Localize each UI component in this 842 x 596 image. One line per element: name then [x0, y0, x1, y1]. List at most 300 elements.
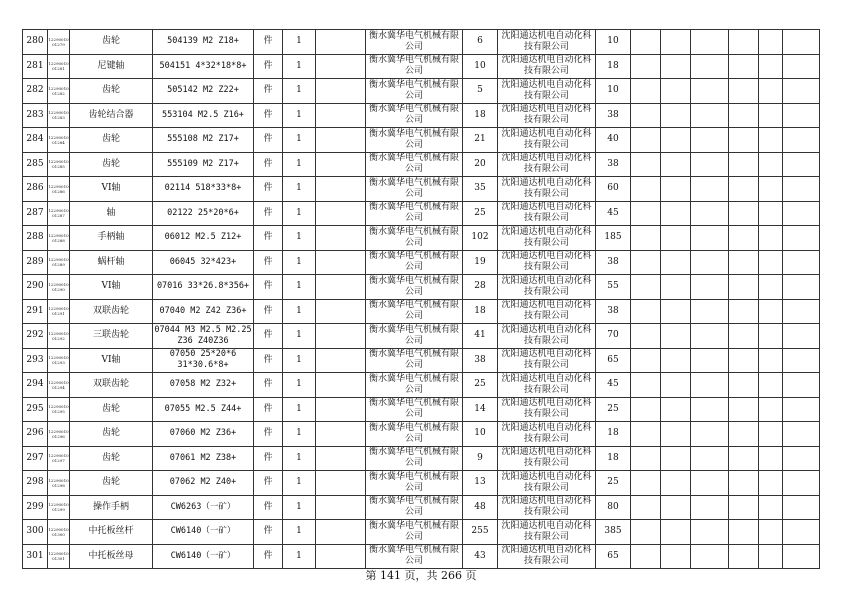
- blank-cell: [631, 152, 661, 177]
- item-code-cell: 12290010 01296: [48, 422, 70, 447]
- item-name-cell: 齿轮: [70, 30, 153, 55]
- blank-cell: [783, 348, 820, 373]
- buyer-cell: 沈阳通达机电自动化科技有限公司: [498, 495, 596, 520]
- quantity-cell: 1: [283, 495, 316, 520]
- blank-cell: [729, 54, 759, 79]
- blank-cell: [783, 422, 820, 447]
- quantity-cell: 1: [283, 54, 316, 79]
- supplier-cell: 衡水冀华电气机械有限公司: [366, 103, 463, 128]
- blank-cell: [729, 520, 759, 545]
- amount-cell: 80: [596, 495, 631, 520]
- item-spec-cell: CW6263（一矿）: [153, 495, 254, 520]
- blank-cell: [759, 54, 783, 79]
- blank-cell: [691, 495, 729, 520]
- blank-cell: [783, 299, 820, 324]
- blank-cell: [691, 152, 729, 177]
- item-spec-cell: 07062 M2 Z40+: [153, 471, 254, 496]
- blank-cell: [729, 226, 759, 251]
- row-number-cell: 288: [23, 226, 48, 251]
- table-row: [23, 177, 820, 202]
- item-name-cell: VI轴: [70, 177, 153, 202]
- buyer-cell: 沈阳通达机电自动化科技有限公司: [498, 177, 596, 202]
- blank-cell: [316, 128, 366, 153]
- item-spec-cell: 02114 518*33*8+: [153, 177, 254, 202]
- table-row: [23, 275, 820, 300]
- item-name-cell: VI轴: [70, 275, 153, 300]
- blank-cell: [759, 446, 783, 471]
- item-name-cell: 齿轮: [70, 446, 153, 471]
- item-code-cell: 12290010 01290: [48, 275, 70, 300]
- row-number-cell: 284: [23, 128, 48, 153]
- quantity-cell: 1: [283, 201, 316, 226]
- blank-cell: [631, 226, 661, 251]
- quantity-cell: 1: [283, 397, 316, 422]
- buyer-cell: 沈阳通达机电自动化科技有限公司: [498, 152, 596, 177]
- item-spec-cell: 06012 M2.5 Z12+: [153, 226, 254, 251]
- row-number-cell: 298: [23, 471, 48, 496]
- buyer-cell: 沈阳通达机电自动化科技有限公司: [498, 103, 596, 128]
- item-name-cell: 双联齿轮: [70, 373, 153, 398]
- blank-cell: [631, 544, 661, 569]
- blank-cell: [316, 446, 366, 471]
- blank-cell: [631, 54, 661, 79]
- item-code-cell: 12290010 01301: [48, 544, 70, 569]
- price-cell: 25: [463, 201, 498, 226]
- amount-cell: 45: [596, 373, 631, 398]
- blank-cell: [661, 226, 691, 251]
- supplier-cell: 衡水冀华电气机械有限公司: [366, 373, 463, 398]
- blank-cell: [729, 79, 759, 104]
- blank-cell: [783, 520, 820, 545]
- amount-cell: 38: [596, 103, 631, 128]
- blank-cell: [661, 544, 691, 569]
- blank-cell: [631, 324, 661, 349]
- amount-cell: 25: [596, 471, 631, 496]
- blank-cell: [783, 128, 820, 153]
- buyer-cell: 沈阳通达机电自动化科技有限公司: [498, 275, 596, 300]
- blank-cell: [316, 226, 366, 251]
- blank-cell: [783, 79, 820, 104]
- blank-cell: [631, 520, 661, 545]
- blank-cell: [783, 397, 820, 422]
- parts-table: [22, 29, 820, 569]
- blank-cell: [631, 348, 661, 373]
- blank-cell: [661, 275, 691, 300]
- blank-cell: [729, 324, 759, 349]
- item-code-cell: 12290010 01279: [48, 30, 70, 55]
- amount-cell: 40: [596, 128, 631, 153]
- table-row: [23, 128, 820, 153]
- blank-cell: [783, 152, 820, 177]
- blank-cell: [316, 275, 366, 300]
- blank-cell: [691, 128, 729, 153]
- row-number-cell: 290: [23, 275, 48, 300]
- item-spec-cell: 07016 33*26.8*356+: [153, 275, 254, 300]
- row-number-cell: 289: [23, 250, 48, 275]
- price-cell: 255: [463, 520, 498, 545]
- blank-cell: [691, 520, 729, 545]
- blank-cell: [759, 30, 783, 55]
- blank-cell: [729, 544, 759, 569]
- quantity-cell: 1: [283, 79, 316, 104]
- price-cell: 41: [463, 324, 498, 349]
- item-spec-cell: 504139 M2 Z18+: [153, 30, 254, 55]
- blank-cell: [631, 471, 661, 496]
- price-cell: 14: [463, 397, 498, 422]
- unit-cell: 件: [254, 103, 283, 128]
- supplier-cell: 衡水冀华电气机械有限公司: [366, 471, 463, 496]
- item-spec-cell: 07044 M3 M2.5 M2.25 Z36 Z40Z36: [153, 324, 254, 349]
- blank-cell: [691, 397, 729, 422]
- blank-cell: [661, 520, 691, 545]
- blank-cell: [759, 495, 783, 520]
- blank-cell: [759, 471, 783, 496]
- supplier-cell: 衡水冀华电气机械有限公司: [366, 495, 463, 520]
- quantity-cell: 1: [283, 324, 316, 349]
- price-cell: 10: [463, 422, 498, 447]
- blank-cell: [661, 201, 691, 226]
- page-footer: 第 141 页，共 266 页: [365, 569, 477, 582]
- item-name-cell: 齿轮: [70, 128, 153, 153]
- quantity-cell: 1: [283, 250, 316, 275]
- blank-cell: [729, 152, 759, 177]
- table-row: [23, 520, 820, 545]
- item-spec-cell: 07058 M2 Z32+: [153, 373, 254, 398]
- blank-cell: [783, 54, 820, 79]
- blank-cell: [729, 373, 759, 398]
- quantity-cell: 1: [283, 128, 316, 153]
- item-name-cell: 尼键轴: [70, 54, 153, 79]
- blank-cell: [631, 30, 661, 55]
- amount-cell: 18: [596, 54, 631, 79]
- unit-cell: 件: [254, 471, 283, 496]
- price-cell: 102: [463, 226, 498, 251]
- table-row: [23, 373, 820, 398]
- unit-cell: 件: [254, 226, 283, 251]
- amount-cell: 65: [596, 348, 631, 373]
- buyer-cell: 沈阳通达机电自动化科技有限公司: [498, 128, 596, 153]
- item-code-cell: 12290010 01295: [48, 397, 70, 422]
- supplier-cell: 衡水冀华电气机械有限公司: [366, 226, 463, 251]
- blank-cell: [729, 177, 759, 202]
- price-cell: 21: [463, 128, 498, 153]
- price-cell: 18: [463, 299, 498, 324]
- blank-cell: [691, 275, 729, 300]
- quantity-cell: 1: [283, 348, 316, 373]
- blank-cell: [729, 495, 759, 520]
- blank-cell: [783, 177, 820, 202]
- item-name-cell: 中托板丝母: [70, 544, 153, 569]
- item-name-cell: 齿轮: [70, 79, 153, 104]
- item-code-cell: 12290010 01289: [48, 250, 70, 275]
- amount-cell: 65: [596, 544, 631, 569]
- amount-cell: 25: [596, 397, 631, 422]
- blank-cell: [631, 397, 661, 422]
- blank-cell: [661, 422, 691, 447]
- supplier-cell: 衡水冀华电气机械有限公司: [366, 128, 463, 153]
- blank-cell: [661, 103, 691, 128]
- blank-cell: [729, 397, 759, 422]
- price-cell: 25: [463, 373, 498, 398]
- blank-cell: [631, 299, 661, 324]
- blank-cell: [783, 544, 820, 569]
- supplier-cell: 衡水冀华电气机械有限公司: [366, 422, 463, 447]
- quantity-cell: 1: [283, 177, 316, 202]
- unit-cell: 件: [254, 299, 283, 324]
- blank-cell: [631, 177, 661, 202]
- amount-cell: 45: [596, 201, 631, 226]
- blank-cell: [729, 446, 759, 471]
- blank-cell: [631, 250, 661, 275]
- price-cell: 20: [463, 152, 498, 177]
- quantity-cell: 1: [283, 103, 316, 128]
- buyer-cell: 沈阳通达机电自动化科技有限公司: [498, 299, 596, 324]
- item-code-cell: 12290010 01283: [48, 103, 70, 128]
- buyer-cell: 沈阳通达机电自动化科技有限公司: [498, 30, 596, 55]
- item-name-cell: VI轴: [70, 348, 153, 373]
- blank-cell: [316, 250, 366, 275]
- blank-cell: [691, 30, 729, 55]
- item-code-cell: 12290010 01286: [48, 177, 70, 202]
- unit-cell: 件: [254, 177, 283, 202]
- blank-cell: [691, 226, 729, 251]
- item-code-cell: 12290010 01284: [48, 128, 70, 153]
- item-spec-cell: 555109 M2 Z17+: [153, 152, 254, 177]
- quantity-cell: 1: [283, 471, 316, 496]
- item-code-cell: 12290010 01285: [48, 152, 70, 177]
- row-number-cell: 295: [23, 397, 48, 422]
- blank-cell: [729, 471, 759, 496]
- blank-cell: [783, 103, 820, 128]
- blank-cell: [729, 250, 759, 275]
- blank-cell: [729, 299, 759, 324]
- blank-cell: [691, 446, 729, 471]
- item-spec-cell: 555108 M2 Z17+: [153, 128, 254, 153]
- blank-cell: [691, 348, 729, 373]
- blank-cell: [691, 177, 729, 202]
- item-spec-cell: 07060 M2 Z36+: [153, 422, 254, 447]
- item-code-cell: 12290010 01299: [48, 495, 70, 520]
- row-number-cell: 296: [23, 422, 48, 447]
- supplier-cell: 衡水冀华电气机械有限公司: [366, 397, 463, 422]
- unit-cell: 件: [254, 544, 283, 569]
- blank-cell: [661, 79, 691, 104]
- blank-cell: [661, 397, 691, 422]
- amount-cell: 55: [596, 275, 631, 300]
- blank-cell: [691, 373, 729, 398]
- blank-cell: [316, 324, 366, 349]
- blank-cell: [759, 275, 783, 300]
- unit-cell: 件: [254, 495, 283, 520]
- blank-cell: [691, 250, 729, 275]
- row-number-cell: 291: [23, 299, 48, 324]
- item-code-cell: 12290010 01291: [48, 299, 70, 324]
- amount-cell: 10: [596, 79, 631, 104]
- item-code-cell: 12290010 01298: [48, 471, 70, 496]
- blank-cell: [631, 495, 661, 520]
- blank-cell: [691, 79, 729, 104]
- blank-cell: [729, 201, 759, 226]
- row-number-cell: 286: [23, 177, 48, 202]
- blank-cell: [759, 128, 783, 153]
- row-number-cell: 292: [23, 324, 48, 349]
- blank-cell: [759, 177, 783, 202]
- amount-cell: 38: [596, 152, 631, 177]
- amount-cell: 18: [596, 422, 631, 447]
- blank-cell: [631, 275, 661, 300]
- quantity-cell: 1: [283, 152, 316, 177]
- table-row: [23, 397, 820, 422]
- row-number-cell: 281: [23, 54, 48, 79]
- blank-cell: [729, 348, 759, 373]
- supplier-cell: 衡水冀华电气机械有限公司: [366, 348, 463, 373]
- buyer-cell: 沈阳通达机电自动化科技有限公司: [498, 54, 596, 79]
- supplier-cell: 衡水冀华电气机械有限公司: [366, 520, 463, 545]
- blank-cell: [759, 422, 783, 447]
- quantity-cell: 1: [283, 373, 316, 398]
- buyer-cell: 沈阳通达机电自动化科技有限公司: [498, 201, 596, 226]
- amount-cell: 185: [596, 226, 631, 251]
- buyer-cell: 沈阳通达机电自动化科技有限公司: [498, 397, 596, 422]
- supplier-cell: 衡水冀华电气机械有限公司: [366, 446, 463, 471]
- table-row: [23, 152, 820, 177]
- blank-cell: [661, 299, 691, 324]
- item-name-cell: 中托板丝杆: [70, 520, 153, 545]
- row-number-cell: 282: [23, 79, 48, 104]
- buyer-cell: 沈阳通达机电自动化科技有限公司: [498, 79, 596, 104]
- row-number-cell: 285: [23, 152, 48, 177]
- table-row: [23, 544, 820, 569]
- blank-cell: [316, 520, 366, 545]
- blank-cell: [691, 54, 729, 79]
- blank-cell: [661, 373, 691, 398]
- blank-cell: [691, 324, 729, 349]
- blank-cell: [631, 128, 661, 153]
- price-cell: 43: [463, 544, 498, 569]
- blank-cell: [661, 177, 691, 202]
- supplier-cell: 衡水冀华电气机械有限公司: [366, 250, 463, 275]
- buyer-cell: 沈阳通达机电自动化科技有限公司: [498, 348, 596, 373]
- buyer-cell: 沈阳通达机电自动化科技有限公司: [498, 520, 596, 545]
- quantity-cell: 1: [283, 422, 316, 447]
- blank-cell: [631, 201, 661, 226]
- quantity-cell: 1: [283, 446, 316, 471]
- blank-cell: [691, 544, 729, 569]
- table-row: [23, 54, 820, 79]
- blank-cell: [783, 30, 820, 55]
- blank-cell: [691, 103, 729, 128]
- row-number-cell: 283: [23, 103, 48, 128]
- blank-cell: [316, 373, 366, 398]
- unit-cell: 件: [254, 275, 283, 300]
- item-code-cell: 12290010 01300: [48, 520, 70, 545]
- buyer-cell: 沈阳通达机电自动化科技有限公司: [498, 446, 596, 471]
- supplier-cell: 衡水冀华电气机械有限公司: [366, 54, 463, 79]
- blank-cell: [661, 30, 691, 55]
- blank-cell: [661, 446, 691, 471]
- item-spec-cell: 02122 25*20*6+: [153, 201, 254, 226]
- price-cell: 19: [463, 250, 498, 275]
- blank-cell: [316, 422, 366, 447]
- price-cell: 48: [463, 495, 498, 520]
- price-cell: 10: [463, 54, 498, 79]
- item-name-cell: 手柄轴: [70, 226, 153, 251]
- supplier-cell: 衡水冀华电气机械有限公司: [366, 299, 463, 324]
- blank-cell: [729, 422, 759, 447]
- item-spec-cell: 07055 M2.5 Z44+: [153, 397, 254, 422]
- blank-cell: [759, 250, 783, 275]
- blank-cell: [729, 30, 759, 55]
- unit-cell: 件: [254, 54, 283, 79]
- table-row: [23, 30, 820, 55]
- blank-cell: [316, 54, 366, 79]
- unit-cell: 件: [254, 250, 283, 275]
- blank-cell: [759, 373, 783, 398]
- blank-cell: [661, 495, 691, 520]
- item-code-cell: 12290010 01287: [48, 201, 70, 226]
- quantity-cell: 1: [283, 520, 316, 545]
- amount-cell: 10: [596, 30, 631, 55]
- item-name-cell: 三联齿轮: [70, 324, 153, 349]
- buyer-cell: 沈阳通达机电自动化科技有限公司: [498, 471, 596, 496]
- blank-cell: [691, 299, 729, 324]
- blank-cell: [316, 397, 366, 422]
- blank-cell: [316, 348, 366, 373]
- item-name-cell: 齿轮: [70, 471, 153, 496]
- blank-cell: [691, 201, 729, 226]
- table-row: [23, 79, 820, 104]
- blank-cell: [729, 275, 759, 300]
- quantity-cell: 1: [283, 275, 316, 300]
- table-row: [23, 250, 820, 275]
- table-row: [23, 299, 820, 324]
- blank-cell: [783, 226, 820, 251]
- unit-cell: 件: [254, 373, 283, 398]
- blank-cell: [316, 30, 366, 55]
- quantity-cell: 1: [283, 226, 316, 251]
- blank-cell: [729, 103, 759, 128]
- item-code-cell: 12290010 01297: [48, 446, 70, 471]
- blank-cell: [316, 79, 366, 104]
- price-cell: 9: [463, 446, 498, 471]
- table-row: [23, 103, 820, 128]
- blank-cell: [759, 201, 783, 226]
- blank-cell: [631, 422, 661, 447]
- unit-cell: 件: [254, 348, 283, 373]
- item-name-cell: 齿轮: [70, 422, 153, 447]
- unit-cell: 件: [254, 30, 283, 55]
- blank-cell: [759, 103, 783, 128]
- row-number-cell: 280: [23, 30, 48, 55]
- blank-cell: [691, 422, 729, 447]
- unit-cell: 件: [254, 128, 283, 153]
- supplier-cell: 衡水冀华电气机械有限公司: [366, 324, 463, 349]
- row-number-cell: 300: [23, 520, 48, 545]
- supplier-cell: 衡水冀华电气机械有限公司: [366, 544, 463, 569]
- item-spec-cell: 505142 M2 Z22+: [153, 79, 254, 104]
- blank-cell: [661, 54, 691, 79]
- quantity-cell: 1: [283, 299, 316, 324]
- blank-cell: [759, 397, 783, 422]
- item-code-cell: 12290010 01288: [48, 226, 70, 251]
- unit-cell: 件: [254, 397, 283, 422]
- row-number-cell: 287: [23, 201, 48, 226]
- blank-cell: [783, 275, 820, 300]
- price-cell: 18: [463, 103, 498, 128]
- item-name-cell: 轴: [70, 201, 153, 226]
- item-spec-cell: 07061 M2 Z38+: [153, 446, 254, 471]
- blank-cell: [631, 79, 661, 104]
